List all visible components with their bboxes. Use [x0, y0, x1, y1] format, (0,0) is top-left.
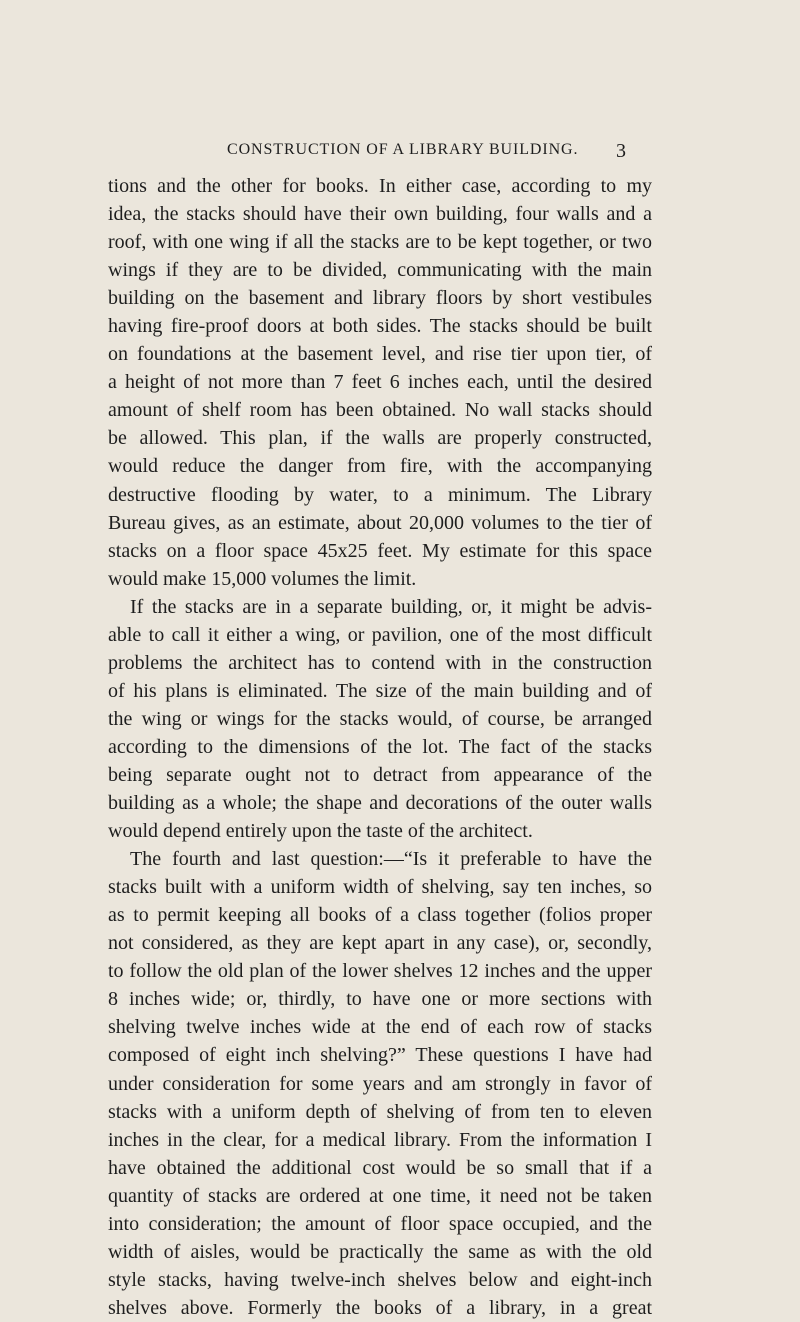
text-line: tions and the other for books. In either case, according to my — [108, 175, 652, 197]
text-line: would make 15,000 volumes the limit. — [108, 567, 417, 590]
text-line: would depend entirely upon the taste of the architect. — [108, 820, 533, 843]
text-line: destructive flooding by water, to a minimum. The Library — [108, 483, 652, 506]
text-line: amount of shelf room has been obtained. No wall stacks should — [108, 399, 652, 422]
text-line: the wing or wings for the stacks would, of course, be arranged — [108, 707, 652, 730]
text-line: style stacks, having twelve-inch shelves below and eight-inch — [108, 1268, 652, 1291]
text-line: would reduce the danger from fire, with the accompanying — [108, 455, 652, 478]
text-line: inches in the clear, for a medical library. From the information I — [108, 1128, 652, 1151]
text-line: have obtained the additional cost would be so small that if a — [108, 1156, 652, 1179]
text-line: width of aisles, would be practically the same as with the old — [108, 1240, 652, 1263]
text-line: under consideration for some years and am strongly in favor of — [108, 1072, 652, 1095]
text-line: stacks with a uniform depth of shelving of from ten to eleven — [108, 1100, 652, 1123]
text-line: wings if they are to be divided, communicating with the main — [108, 259, 652, 282]
paragraph-first-line: The fourth and last question:—“Is it preferable to have the — [130, 848, 652, 871]
page-number: 3 — [616, 140, 626, 162]
text-line: roof, with one wing if all the stacks are to be kept together, or two — [108, 231, 652, 254]
paragraph-first-line: If the stacks are in a separate building, or, it might be advis- — [130, 595, 652, 618]
text-line: of his plans is eliminated. The size of the main building and of — [108, 679, 652, 702]
text-line: according to the dimensions of the lot. The fact of the stacks — [108, 735, 652, 758]
text-line: a height of not more than 7 feet 6 inches each, until the desired — [108, 371, 652, 394]
text-line: quantity of stacks are ordered at one time, it need not be taken — [108, 1184, 652, 1207]
text-line: problems the architect has to contend with in the construction — [108, 651, 652, 674]
text-line: as to permit keeping all books of a class together (folios proper — [108, 904, 652, 927]
text-line: shelving twelve inches wide at the end of each row of stacks — [108, 1016, 652, 1039]
text-line: into consideration; the amount of floor space occupied, and the — [108, 1212, 652, 1235]
text-line: shelves above. Formerly the books of a library, in a great — [108, 1296, 652, 1319]
text-line: to follow the old plan of the lower shelves 12 inches and the upper — [108, 960, 652, 983]
body-text — [108, 172, 652, 1322]
text-line: Bureau gives, as an estimate, about 20,000 volumes to the tier of — [108, 511, 652, 534]
text-line: idea, the stacks should have their own building, four walls and a — [108, 203, 652, 226]
text-line: be allowed. This plan, if the walls are properly constructed, — [108, 427, 652, 450]
text-line: 8 inches wide; or, thirdly, to have one or more sections with — [108, 988, 652, 1011]
text-line: building as a whole; the shape and decorations of the outer walls — [108, 792, 652, 815]
text-line: on foundations at the basement level, and rise tier upon tier, of — [108, 343, 652, 366]
text-line: stacks on a floor space 45x25 feet. My estimate for this space — [108, 539, 652, 562]
text-line: not considered, as they are kept apart in any case), or, secondly, — [108, 932, 652, 955]
text-line: building on the basement and library floors by short vestibules — [108, 287, 652, 310]
text-line: composed of eight inch shelving?” These questions I have had — [108, 1044, 652, 1067]
text-line: stacks built with a uniform width of shelving, say ten inches, so — [108, 876, 652, 899]
running-head: CONSTRUCTION OF A LIBRARY BUILDING. — [227, 141, 579, 158]
text-line: being separate ought not to detract from appearance of the — [108, 763, 652, 786]
text-line: having fire-proof doors at both sides. The stacks should be built — [108, 315, 652, 338]
text-line: able to call it either a wing, or pavilion, one of the most difficult — [108, 623, 652, 646]
